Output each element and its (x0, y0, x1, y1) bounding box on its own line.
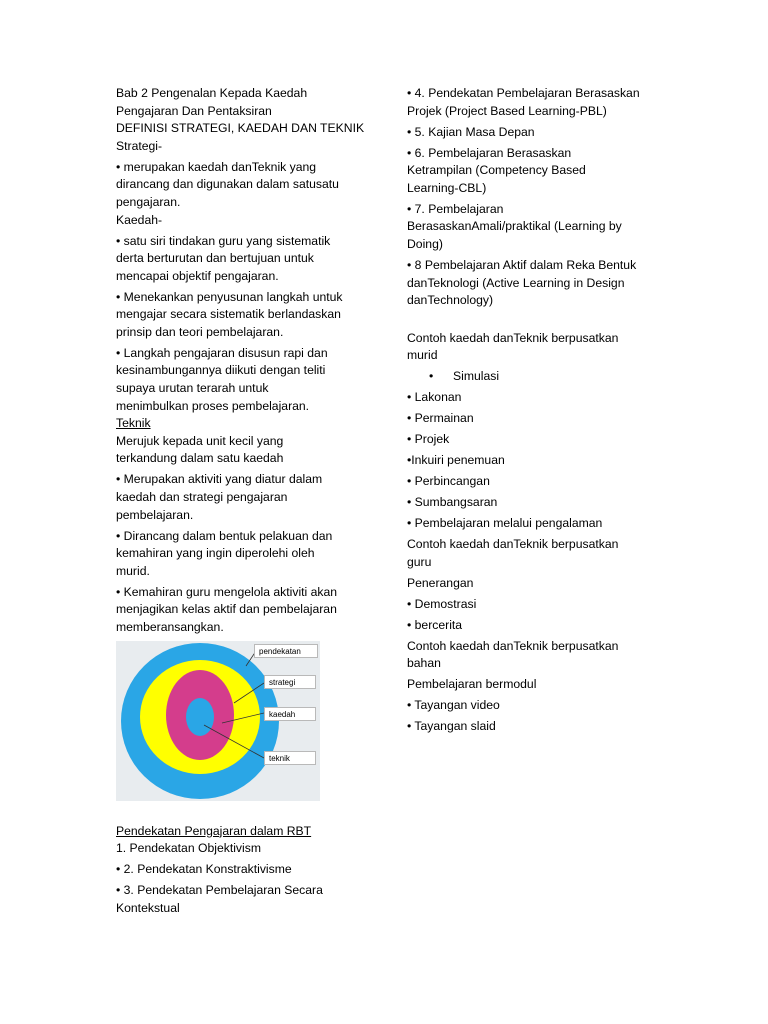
text-line: Strategi- (116, 138, 163, 153)
text-line: BerasaskanAmali/praktikal (Learning by (407, 219, 622, 234)
text-line: murid (407, 348, 438, 363)
section-heading: Pendekatan Pengajaran dalam RBT (116, 823, 312, 838)
list-item: • Sumbangsaran (407, 495, 498, 510)
text-line: • 8 Pembelajaran Aktif dalam Reka Bentuk (407, 257, 637, 272)
text-line: dirancang dan digunakan dalam satusatu (116, 177, 339, 192)
text-line: • satu siri tindakan guru yang sistematik (116, 233, 331, 248)
text-line: menimbulkan proses pembelajaran. (116, 398, 310, 413)
list-item: • Demostrasi (407, 596, 477, 611)
text-line: • 2. Pendekatan Konstraktivisme (116, 862, 292, 877)
murid-heading (407, 330, 657, 365)
text-line: memberansangkan. (116, 619, 224, 634)
text-line: • Menekankan penyusunan langkah untuk (116, 289, 343, 304)
text-line: • Dirancang dalam bentuk pelakuan dan (116, 528, 333, 543)
text-line: guru (407, 554, 432, 569)
rbt-section (116, 823, 372, 918)
guru-heading (407, 536, 657, 571)
left-column (116, 85, 372, 917)
text-line: supaya urutan terarah untuk (116, 381, 269, 396)
text-line: Contoh kaedah danTeknik berpusatkan (407, 638, 619, 653)
strategi-bullet (116, 159, 372, 212)
text-line: Projek (Project Based Learning-PBL) (407, 103, 607, 118)
list-item: • Perbincangan (407, 474, 490, 489)
text-line: kaedah dan strategi pengajaran (116, 490, 288, 505)
chapter-header (116, 85, 372, 155)
text-line: • 7. Pembelajaran (407, 201, 504, 216)
text-line: kemahiran yang ingin diperolehi oleh (116, 546, 315, 561)
text-line: • 5. Kajian Masa Depan (407, 124, 535, 139)
text-line: • merupakan kaedah danTeknik yang (116, 159, 317, 174)
right-column (407, 85, 657, 736)
list-item: • Permainan (407, 411, 474, 426)
sub-heading: Pembelajaran bermodul (407, 677, 537, 692)
list-item: • Tayangan slaid (407, 719, 496, 734)
text-line: pembelajaran. (116, 507, 194, 522)
text-line: Contoh kaedah danTeknik berpusatkan (407, 537, 619, 552)
label-kaedah: kaedah (264, 707, 316, 721)
text-line: • Kemahiran guru mengelola aktiviti akan (116, 584, 338, 599)
label-pendekatan: pendekatan (254, 644, 318, 658)
kaedah-label: Kaedah- (116, 212, 163, 227)
kaedah-bullet-2 (116, 289, 372, 342)
text-line: Contoh kaedah danTeknik berpusatkan (407, 330, 619, 345)
list-item (407, 368, 657, 386)
teknik-bullet-3 (116, 584, 372, 637)
text-line: Merujuk kepada unit kecil yang (116, 433, 284, 448)
concentric-rings-figure (116, 641, 320, 801)
kaedah-bullet-3 (116, 345, 372, 415)
text-line: murid. (116, 563, 150, 578)
teknik-label: Teknik (116, 416, 151, 431)
list-item (407, 145, 657, 198)
text-line: • 3. Pendekatan Pembelajaran Secara (116, 883, 323, 898)
bullet-icon: • (429, 369, 434, 384)
ring-teknik (186, 698, 214, 736)
list-item (116, 882, 372, 917)
label-teknik: teknik (264, 751, 316, 765)
list-item: • Tayangan video (407, 698, 500, 713)
list-item: • Projek (407, 432, 450, 447)
list-item: • bercerita (407, 617, 463, 632)
text-line: Ketrampilan (Competency Based (407, 163, 586, 178)
text-line: kesinambungannya diikuti dengan teliti (116, 363, 326, 378)
text-line: bahan (407, 656, 441, 671)
text-line: danTechnology) (407, 293, 494, 308)
list-item (407, 257, 657, 310)
list-item (116, 861, 372, 879)
text-line: menjagikan kelas aktif dan pembelajaran (116, 602, 337, 617)
list-item: 1. Pendekatan Objektivism (116, 841, 261, 856)
text-line: pengajaran. (116, 194, 181, 209)
list-item (407, 201, 657, 254)
text-line: Simulasi (453, 369, 500, 384)
kaedah-bullet-1 (116, 233, 372, 286)
text-line: Pengajaran Dan Pentaksiran (116, 103, 272, 118)
list-item: • Lakonan (407, 390, 462, 405)
text-line: prinsip dan teori pembelajaran. (116, 324, 284, 339)
text-line: mengajar secara sistematik berlandaskan (116, 307, 341, 322)
list-item: • Pembelajaran melalui pengalaman (407, 516, 603, 531)
label-strategi: strategi (264, 675, 316, 689)
text-line: Learning-CBL) (407, 180, 487, 195)
text-line: • Langkah pengajaran disusun rapi dan (116, 345, 328, 360)
list-item (407, 85, 657, 120)
text-line: terkandung dalam satu kaedah (116, 451, 284, 466)
text-line: mencapai objektif pengajaran. (116, 268, 279, 283)
teknik-definition (116, 433, 372, 468)
text-line: Doing) (407, 236, 443, 251)
text-line: • Merupakan aktiviti yang diatur dalam (116, 472, 323, 487)
text-line: derta berturutan dan bertujuan untuk (116, 251, 314, 266)
text-line: • 6. Pembelajaran Berasaskan (407, 145, 572, 160)
text-line: • 4. Pendekatan Pembelajaran Berasaskan (407, 86, 640, 100)
text-line: danTeknologi (Active Learning in Design (407, 275, 625, 290)
text-line: DEFINISI STRATEGI, KAEDAH DAN TEKNIK (116, 121, 365, 136)
teknik-bullet-2 (116, 528, 372, 581)
text-line: Bab 2 Pengenalan Kepada Kaedah (116, 86, 308, 100)
list-item (407, 124, 657, 142)
text-line: Kontekstual (116, 900, 180, 915)
bahan-heading (407, 638, 657, 673)
sub-heading: Penerangan (407, 575, 474, 590)
teknik-bullet-1 (116, 471, 372, 524)
list-item: •Inkuiri penemuan (407, 453, 505, 468)
